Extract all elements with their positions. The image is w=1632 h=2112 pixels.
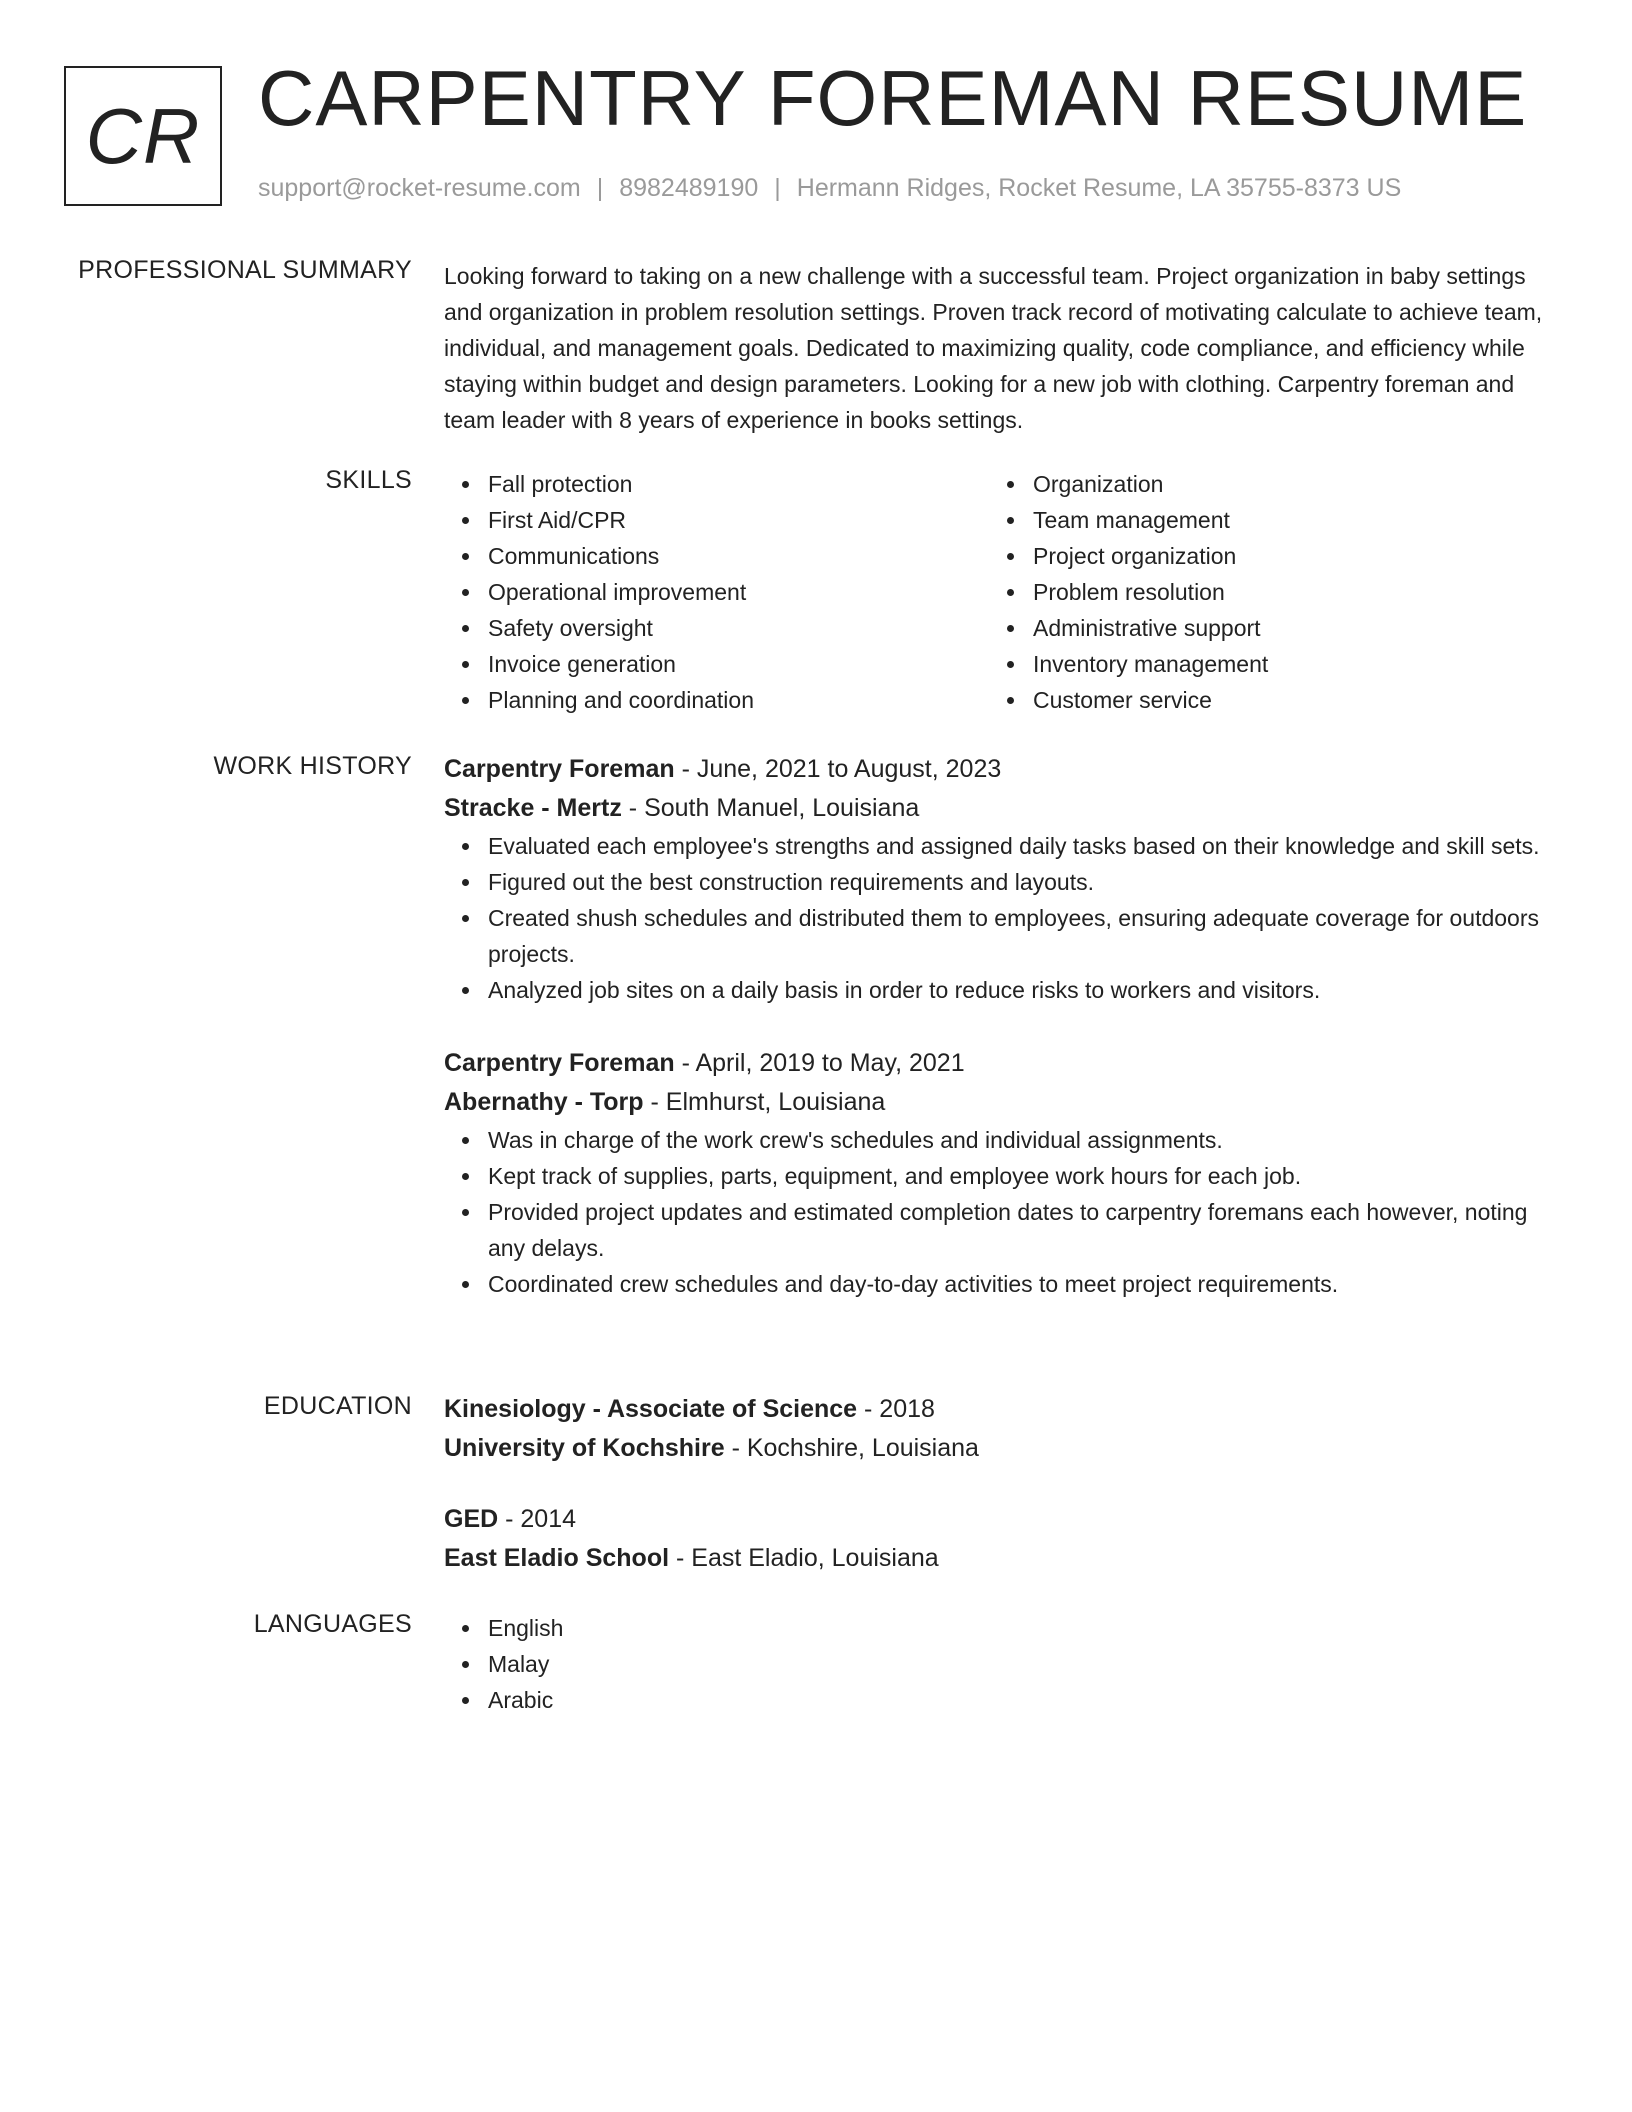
job-duty: Provided project updates and estimated completion dates to carpentry foremans each however, noting any delays. <box>488 1194 1556 1266</box>
education-degree-line <box>444 1390 1556 1429</box>
education-location: - Kochshire, Louisiana <box>724 1434 979 1462</box>
education-year: - 2018 <box>857 1395 935 1423</box>
language-item: Arabic <box>488 1682 1556 1718</box>
skill-item: Project organization <box>1033 538 1534 574</box>
work-history-heading: WORK HISTORY <box>213 752 412 780</box>
education-entry <box>444 1390 1556 1468</box>
skill-item: Problem resolution <box>1033 574 1534 610</box>
skill-item: Customer service <box>1033 682 1534 718</box>
contact-address: Hermann Ridges, Rocket Resume, LA 35755-8373 US <box>796 174 1402 202</box>
languages-heading: LANGUAGES <box>253 1610 412 1638</box>
skill-item: Team management <box>1033 502 1534 538</box>
job-entry <box>444 750 1556 1008</box>
job-company-line <box>444 789 1556 828</box>
job-duty: Created shush schedules and distributed them to employees, ensuring adequate coverage for outdoors projects. <box>488 900 1556 972</box>
education-degree: GED <box>444 1505 499 1533</box>
summary-content <box>444 258 1556 438</box>
skills-column-right <box>989 466 1534 718</box>
skills-list-right <box>989 466 1534 718</box>
contact-separator: | <box>774 174 781 202</box>
job-duty: Was in charge of the work crew's schedules and individual assignments. <box>488 1122 1556 1158</box>
summary-heading: PROFESSIONAL SUMMARY <box>78 256 412 284</box>
language-item: English <box>488 1610 1556 1646</box>
skill-item: Planning and coordination <box>488 682 989 718</box>
languages-list <box>444 1610 1556 1718</box>
skill-item: Administrative support <box>1033 610 1534 646</box>
job-title-line <box>444 750 1556 789</box>
education-location: - East Eladio, Louisiana <box>669 1544 939 1572</box>
education-degree-line <box>444 1500 1556 1539</box>
summary-text: Looking forward to taking on a new challenge with a successful team. Project organization in baby settings and organization in problem resolution settings. Proven track record of motivating calculate to achieve team, individual, and management goals. Dedicated to maximizing quality, code compliance, and efficiency while staying within budget and design parameters. Looking for a new job with clothing. Carpentry foreman and team leader with 8 years of experience in books settings. <box>444 263 1543 433</box>
job-duty: Coordinated crew schedules and day-to-day activities to meet project requirements. <box>488 1266 1556 1302</box>
job-title: Carpentry Foreman <box>444 755 675 783</box>
contact-line <box>258 174 1401 203</box>
job-company: Stracke - Mertz <box>444 794 622 822</box>
job-duty: Analyzed job sites on a daily basis in order to reduce risks to workers and visitors. <box>488 972 1556 1008</box>
skill-item: Fall protection <box>488 466 989 502</box>
skill-item: Invoice generation <box>488 646 989 682</box>
skills-content <box>444 466 1556 718</box>
skill-item: Organization <box>1033 466 1534 502</box>
resume-title: CARPENTRY FOREMAN RESUME <box>258 54 1528 142</box>
contact-phone: 8982489190 <box>619 174 759 202</box>
work-history-content <box>444 750 1556 1302</box>
job-dates: - June, 2021 to August, 2023 <box>674 755 1002 783</box>
skill-item: Operational improvement <box>488 574 989 610</box>
contact-email: support@rocket-resume.com <box>258 174 581 202</box>
skill-item: Communications <box>488 538 989 574</box>
skills-heading: SKILLS <box>325 466 412 494</box>
monogram-logo: CR <box>64 66 222 206</box>
skills-list-left <box>444 466 989 718</box>
education-heading: EDUCATION <box>263 1392 412 1420</box>
education-year: - 2014 <box>498 1505 577 1533</box>
skills-grid <box>444 466 1556 718</box>
job-duties-list <box>444 1122 1556 1302</box>
job-title-line <box>444 1044 1556 1083</box>
job-company-line <box>444 1083 1556 1122</box>
education-content <box>444 1390 1556 1578</box>
skill-item: Safety oversight <box>488 610 989 646</box>
education-entry <box>444 1500 1556 1578</box>
education-degree: Kinesiology - Associate of Science <box>444 1395 858 1423</box>
education-school: East Eladio School <box>444 1544 670 1572</box>
languages-content <box>444 1610 1556 1718</box>
education-school: University of Kochshire <box>444 1434 725 1462</box>
job-dates: - April, 2019 to May, 2021 <box>674 1049 965 1077</box>
job-title: Carpentry Foreman <box>444 1049 675 1077</box>
job-duty: Kept track of supplies, parts, equipment, and employee work hours for each job. <box>488 1158 1556 1194</box>
job-entry <box>444 1044 1556 1302</box>
job-location: - Elmhurst, Louisiana <box>643 1088 886 1116</box>
skills-column-left <box>444 466 989 718</box>
job-duty: Evaluated each employee's strengths and assigned daily tasks based on their knowledge and skill sets. <box>488 828 1556 864</box>
contact-separator: | <box>596 174 604 202</box>
skill-item: Inventory management <box>1033 646 1534 682</box>
job-duties-list <box>444 828 1556 1008</box>
skill-item: First Aid/CPR <box>488 502 989 538</box>
job-company: Abernathy - Torp <box>444 1088 644 1116</box>
education-school-line <box>444 1539 1556 1578</box>
education-school-line <box>444 1429 1556 1468</box>
job-duty: Figured out the best construction requirements and layouts. <box>488 864 1556 900</box>
language-item: Malay <box>488 1646 1556 1682</box>
job-location: - South Manuel, Louisiana <box>621 794 920 822</box>
